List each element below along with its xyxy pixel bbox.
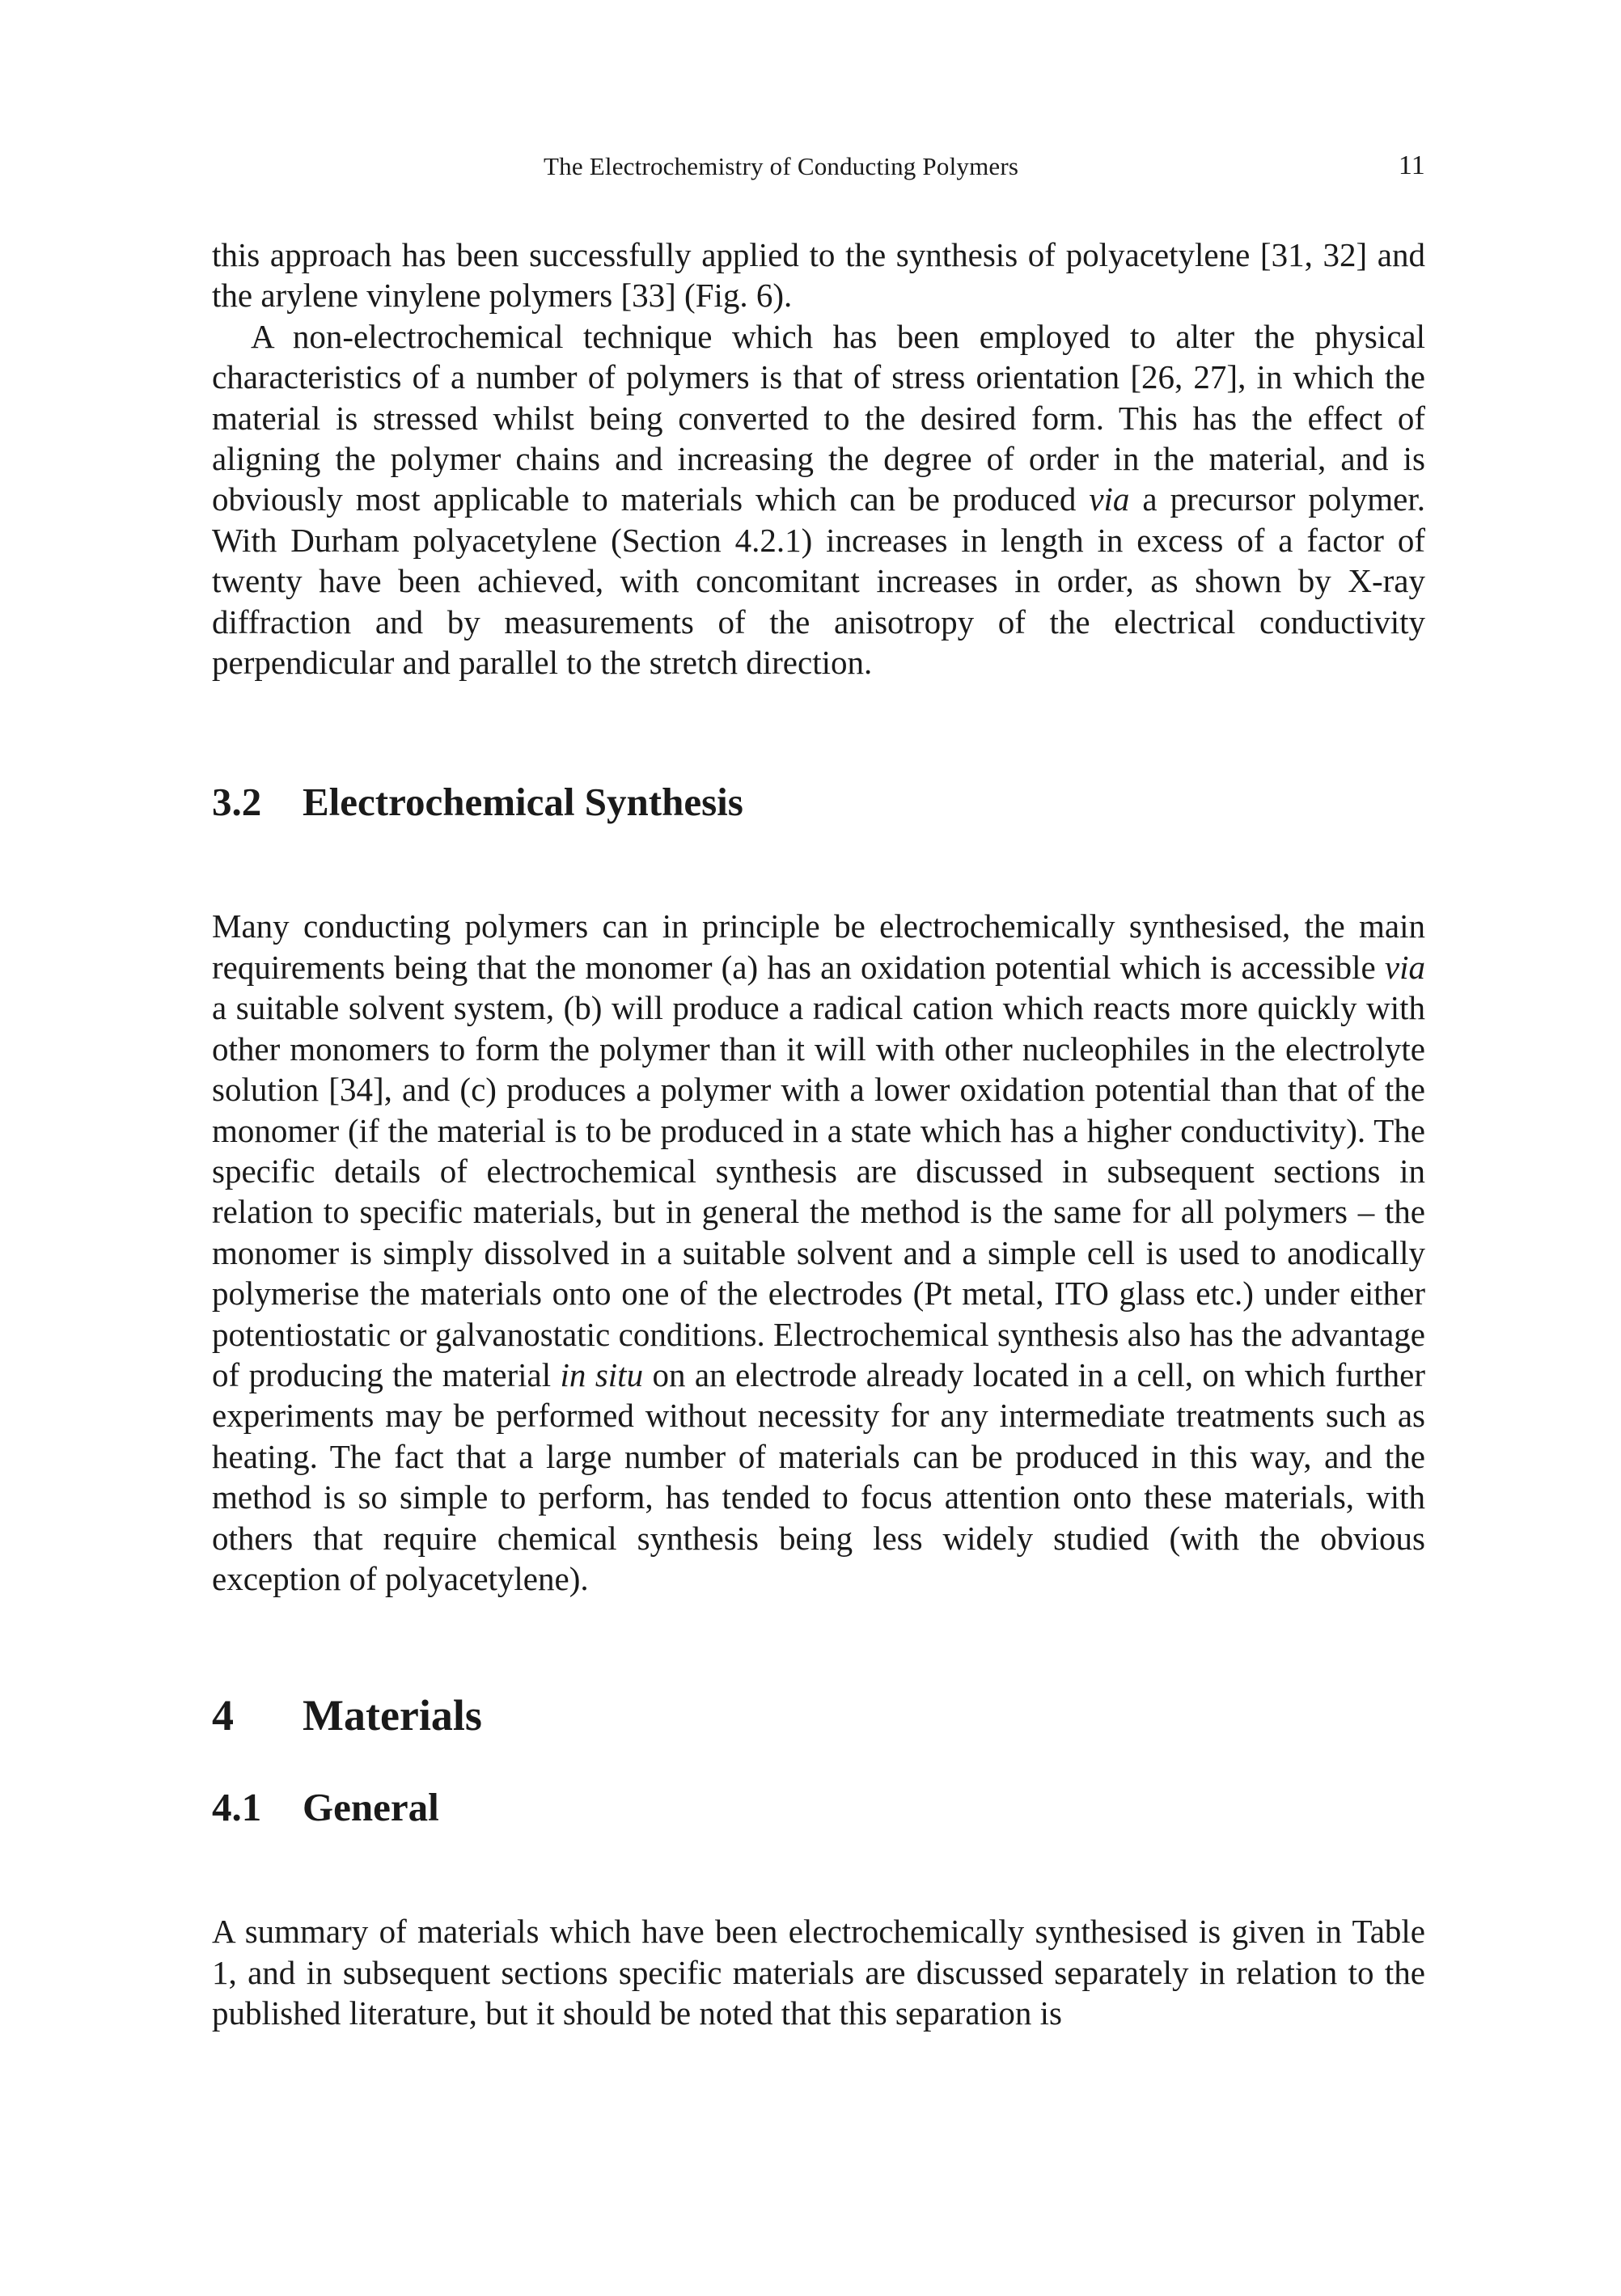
section-title: Materials [303,1691,482,1740]
paragraph-continued [212,235,1425,316]
paragraph-text: A non-electrochemical technique which has been employed to alter the physical characteristics of a number of polymers is that of stress orientation [26, 27], in which the material is stressed whilst being converted to the desired form. This has the effect of aligning the polymer chains and increasing the degree of order in the material, and is obviously most applicable to materials which can be produced [212,317,1425,518]
paragraph-text: a precursor polymer. With Durham polyacetylene (Section 4.2.1) increases in length in excess of a factor of twenty have been achieved, with concomitant increases in order, as shown by X-ray diffraction and by measurements of the anisotropy of the electrical conductivity perpendicular and parallel to the stretch direction. [212,480,1425,682]
book-page [212,142,1425,2034]
paragraph-text: this approach has been successfully applied to the synthesis of polyacetylene [31, 32] and the arylene vinylene polymers [33] (Fig. 6). [212,236,1425,315]
paragraph-electrochemical-synthesis [212,906,1425,1599]
section-heading-3-2 [212,778,1425,827]
running-head [212,142,1425,184]
section-number: 3.2 [212,780,262,825]
paragraph-text: on an electrode already located in a cell, on which further experiments may be performed without necessity for any intermediate treatments such as heating. The fact that a large number of materials can be produced in this way, and the method is so simple to perform, has tended to focus attention onto these materials, with others that require chemical synthesis being less widely studied (with the obvious exception of polyacetylene). [212,1355,1425,1597]
page-number: 11 [1398,150,1425,180]
paragraph-text: Many conducting polymers can in principle be electrochemically synthesised, the main requirements being that the monomer (a) has an oxidation potential which is accessible [212,907,1425,986]
italic-term: via [1384,948,1425,986]
section-title: General [303,1785,439,1830]
section-number: 4 [212,1691,234,1740]
paragraph-stress-orientation [212,316,1425,683]
paragraph-text: A summary of materials which have been electrochemically synthesised is given in Table 1, and in subsequent sections specific materials are discussed separately in relation to the published literature, but it should be noted that this separation is [212,1913,1425,2032]
running-title: The Electrochemistry of Conducting Polymers [544,152,1019,180]
italic-term: in situ [560,1355,644,1393]
section-title: Electrochemical Synthesis [303,780,743,825]
paragraph-general [212,1911,1425,2033]
paragraph-text: a suitable solvent system, (b) will produce a radical cation which reacts more quickly with other monomers to form the polymer than it will with other nucleophiles in the electrolyte solution [34], and (c) produces a polymer with a lower oxidation potential than that of the monomer (if the material is to be produced in a state which has a higher conductivity). The specific details of electrochemical synthesis are discussed in subsequent sections in relation to specific materials, but in general the method is the same for all polymers – the monomer is simply dissolved in a suitable solvent and a simple cell is used to anodically polymerise the materials onto one of the electrodes (Pt metal, ITO glass etc.) under either potentiostatic or galvanostatic conditions. Electrochemical synthesis also has the advantage of producing the material [212,989,1425,1393]
section-heading-4-1 [212,1783,1425,1832]
section-number: 4.1 [212,1785,262,1830]
italic-term: via [1089,480,1130,518]
chapter-heading-4 [212,1689,1425,1741]
